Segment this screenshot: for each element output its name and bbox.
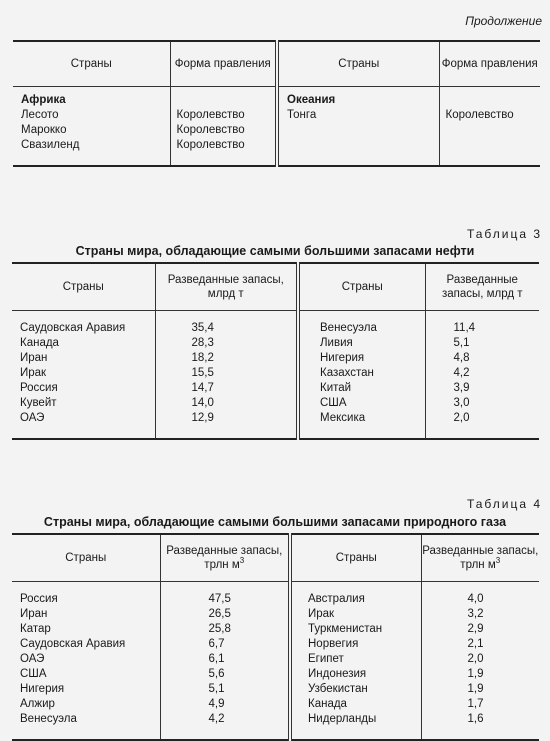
- country-name: Ирак: [290, 607, 421, 622]
- oil-reserves-table: [12, 262, 539, 440]
- country-name: Ирак: [12, 366, 155, 381]
- country-name: Кувейт: [12, 396, 155, 411]
- country-name: Свазиленд: [13, 138, 170, 153]
- region-oceania: Океания: [277, 86, 439, 108]
- country-name: Канада: [290, 697, 421, 712]
- reserve-value: 4,8: [453, 351, 470, 364]
- reserve-value: 6,7: [160, 637, 290, 652]
- country-name: Венесуэла: [298, 310, 425, 336]
- country-name: Ливия: [298, 336, 425, 351]
- reserve-value: 35,4: [155, 310, 298, 336]
- continuation-caption: Продолжение: [465, 14, 542, 28]
- country-name: Канада: [12, 336, 155, 351]
- reserve-value: 4,2: [160, 712, 290, 727]
- reserve-value: 18,2: [155, 351, 298, 366]
- country-name: ОАЭ: [12, 652, 160, 667]
- reserve-value: 15,5: [155, 366, 298, 381]
- reserve-value: 12,9: [155, 411, 298, 426]
- country-name: Нидерланды: [290, 712, 421, 727]
- country-name: США: [298, 396, 425, 411]
- header-countries: Страны: [290, 534, 421, 581]
- country-name: Нигерия: [12, 682, 160, 697]
- reserve-value: 4,9: [160, 697, 290, 712]
- reserve-value: 4,2: [453, 366, 470, 379]
- country-name: Россия: [12, 381, 155, 396]
- table-title: Страны мира, обладающие самыми большими запасами природного газа: [43, 515, 507, 529]
- country-name: Лесото: [13, 108, 170, 123]
- country-name: Тонга: [277, 108, 439, 123]
- reserve-value: 1,6: [467, 712, 484, 725]
- government-form: Королевство: [445, 108, 514, 121]
- government-form-table: [13, 40, 540, 167]
- header-reserves: Разведанные запасы, млрд т: [425, 263, 539, 310]
- reserve-value: 4,0: [467, 592, 484, 605]
- header-form-right: Форма правления: [439, 41, 540, 86]
- country-name: Иран: [12, 607, 160, 622]
- country-name: Австралия: [290, 581, 421, 607]
- reserve-value: 47,5: [160, 581, 290, 607]
- country-name: Катар: [12, 622, 160, 637]
- country-name: Казахстан: [298, 366, 425, 381]
- reserve-value: 5,1: [453, 336, 470, 349]
- country-name: ОАЭ: [12, 411, 155, 426]
- reserve-value: 26,5: [160, 607, 290, 622]
- country-name: Саудовская Аравия: [12, 637, 160, 652]
- country-name: Венесуэла: [12, 712, 160, 727]
- reserve-value: 1,9: [467, 667, 484, 680]
- country-name: США: [12, 667, 160, 682]
- reserve-value: 28,3: [155, 336, 298, 351]
- header-countries: Страны: [12, 534, 160, 581]
- header-countries-left: Страны: [13, 41, 170, 86]
- country-name: Мексика: [298, 411, 425, 426]
- header-countries: Страны: [12, 263, 155, 310]
- reserve-value: 3,9: [453, 381, 470, 394]
- country-name: Саудовская Аравия: [12, 310, 155, 336]
- reserve-value: 14,7: [155, 381, 298, 396]
- country-name: Египет: [290, 652, 421, 667]
- country-name: Узбекистан: [290, 682, 421, 697]
- table-number: Таблица 4: [466, 497, 542, 511]
- reserve-value: 5,1: [160, 682, 290, 697]
- reserve-value: 2,0: [453, 411, 470, 424]
- reserve-value: 5,6: [160, 667, 290, 682]
- country-name: Индонезия: [290, 667, 421, 682]
- reserve-value: 11,4: [453, 321, 476, 334]
- country-name: Норвегия: [290, 637, 421, 652]
- gas-reserves-table: [12, 533, 539, 741]
- country-name: Марокко: [13, 123, 170, 138]
- reserve-value: 3,2: [467, 607, 484, 620]
- table-title: Страны мира, обладающие самыми большими запасами нефти: [75, 244, 475, 258]
- reserve-value: 2,1: [467, 637, 484, 650]
- country-name: Нигерия: [298, 351, 425, 366]
- reserve-value: 2,0: [467, 652, 484, 665]
- header-countries: Страны: [298, 263, 425, 310]
- reserve-value: 14,0: [155, 396, 298, 411]
- header-reserves: Разведанные запасы, трлн $м^3$: [160, 534, 290, 581]
- government-form: Королевство: [170, 123, 277, 138]
- reserve-value: 1,7: [467, 697, 484, 710]
- region-africa: Африка: [13, 86, 170, 108]
- header-reserves: Разведанные запасы, трлн $м^3$: [421, 534, 539, 581]
- header-reserves: Разведанные запасы, млрд т: [155, 263, 298, 310]
- country-name: Туркменистан: [290, 622, 421, 637]
- reserve-value: 6,1: [160, 652, 290, 667]
- country-name: Китай: [298, 381, 425, 396]
- reserve-value: 25,8: [160, 622, 290, 637]
- country-name: Иран: [12, 351, 155, 366]
- reserve-value: 2,9: [467, 622, 484, 635]
- reserve-value: 3,0: [453, 396, 470, 409]
- header-form-left: Форма правления: [170, 41, 277, 86]
- country-name: Алжир: [12, 697, 160, 712]
- government-form: Королевство: [170, 138, 277, 153]
- reserve-value: 1,9: [467, 682, 484, 695]
- header-countries-right: Страны: [277, 41, 439, 86]
- government-form: Королевство: [170, 108, 277, 123]
- table-number: Таблица 3: [466, 227, 542, 241]
- country-name: Россия: [12, 581, 160, 607]
